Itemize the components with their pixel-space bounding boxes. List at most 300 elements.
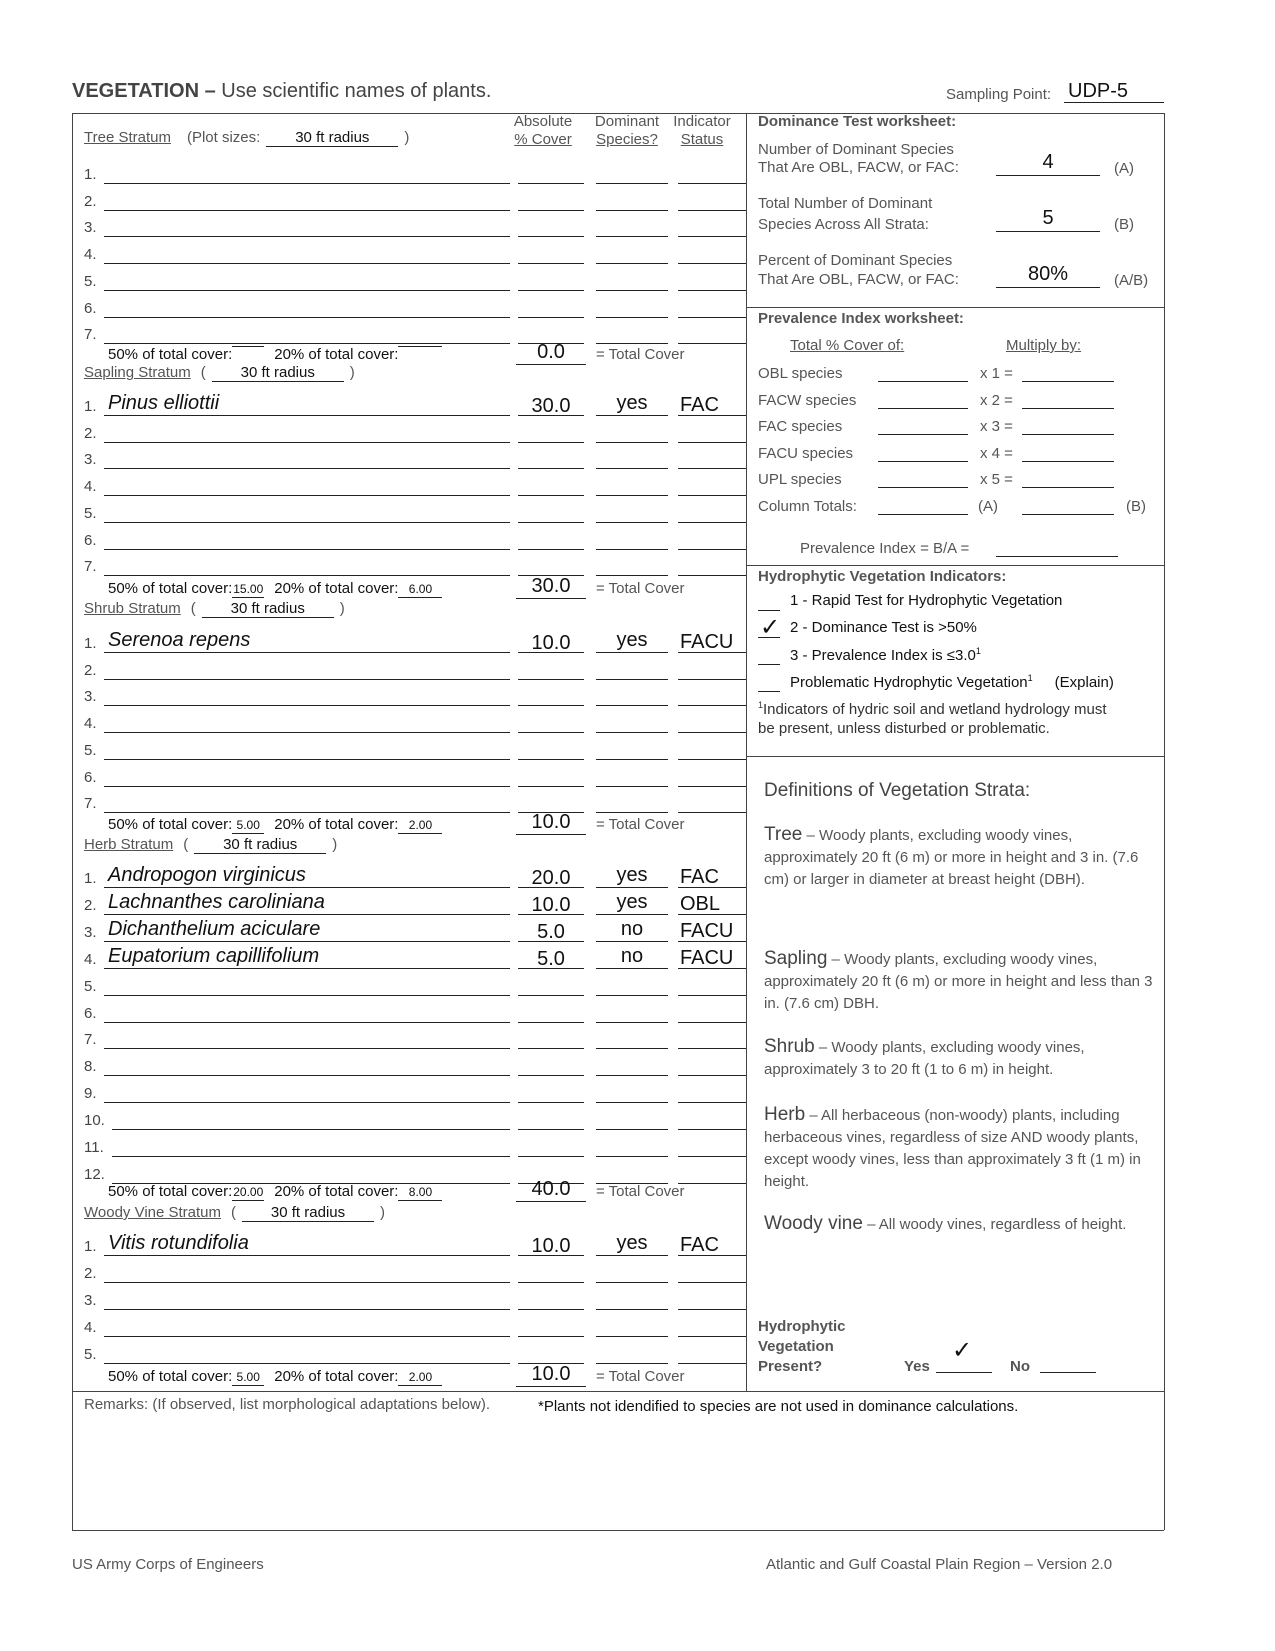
sapling-species-name: Pinus elliottii	[108, 392, 220, 414]
tree-cover-line[interactable]	[518, 317, 584, 318]
herb-species-name: Lachnanthes caroliniana	[108, 890, 325, 913]
definition-term: Woody vine	[764, 1213, 863, 1234]
shrub-indicator-line[interactable]	[678, 759, 746, 760]
herb-cover-line[interactable]	[518, 1129, 584, 1130]
prevalence-cover-line[interactable]	[878, 487, 968, 488]
tree-totals-line	[108, 346, 442, 363]
form-title	[72, 80, 491, 103]
tree-twenty-label: 20% of total cover:	[274, 346, 399, 363]
herb-cover-line[interactable]	[518, 1075, 584, 1076]
herb-row-number: 9.	[84, 1085, 97, 1103]
tree-row-number: 4.	[84, 246, 97, 264]
herb-indicator-line[interactable]	[678, 1156, 746, 1157]
tree-cover-line[interactable]	[518, 183, 584, 184]
sapling-cover-line[interactable]	[518, 468, 584, 469]
tree-species-line[interactable]	[104, 210, 510, 211]
shrub-cover-value: 10.0	[531, 632, 571, 654]
tree-cover-line[interactable]	[518, 236, 584, 237]
herb-species-line[interactable]	[104, 914, 510, 915]
herb-total-cover-value: 40.0	[531, 1178, 571, 1200]
herb-dominant-line[interactable]	[596, 941, 668, 942]
woody-vine-row-number: 3.	[84, 1291, 97, 1309]
tree-cover-line[interactable]	[518, 290, 584, 291]
tree-species-line[interactable]	[104, 183, 510, 184]
dominance-c-line	[996, 287, 1100, 288]
tree-stratum-name: Tree Stratum	[84, 129, 171, 146]
herb-stratum-name: Herb Stratum	[84, 836, 174, 853]
tree-species-line[interactable]	[104, 236, 510, 237]
dominance-b-tag: (B)	[1114, 216, 1134, 233]
herb-species-line[interactable]	[104, 941, 510, 942]
woody-vine-dominant-line[interactable]	[596, 1336, 668, 1337]
woody-vine-indicator-value: FAC	[680, 1234, 719, 1256]
sapling-cover-line[interactable]	[518, 549, 584, 550]
herb-species-line[interactable]	[104, 1022, 510, 1023]
shrub-row-number: 2.	[84, 661, 97, 679]
woody-vine-cover-line[interactable]	[518, 1336, 584, 1337]
herb-species-line[interactable]	[104, 995, 510, 996]
present-yes-label: Yes	[904, 1358, 930, 1375]
dominance-b-line	[996, 231, 1100, 232]
definition-term: Sapling	[764, 948, 828, 969]
prevalence-index-line	[996, 556, 1118, 557]
woody-vine-indicator-line[interactable]	[678, 1363, 746, 1364]
col-dom-2: Species?	[596, 131, 658, 148]
definition-item	[764, 1104, 1164, 1193]
frame-right	[1164, 113, 1165, 1530]
tree-cover-line[interactable]	[518, 210, 584, 211]
herb-species-line[interactable]	[112, 1129, 510, 1130]
definition-item	[764, 948, 1164, 1015]
tree-species-line[interactable]	[104, 343, 510, 344]
sapling-row-number: 6.	[84, 531, 97, 549]
herb-cover-line[interactable]	[518, 995, 584, 996]
prevalence-product-line[interactable]	[1022, 381, 1114, 382]
sapling-totals-line	[108, 580, 442, 598]
herb-cover-line[interactable]	[518, 1048, 584, 1049]
shrub-twenty-label: 20% of total cover:	[274, 816, 399, 833]
herb-indicator-line[interactable]	[678, 1075, 746, 1076]
herb-species-line[interactable]	[104, 1102, 510, 1103]
shrub-indicator-line[interactable]	[678, 786, 746, 787]
herb-dominant-line[interactable]	[596, 887, 668, 888]
herb-plot-size: 30 ft radius	[223, 836, 298, 853]
tree-plot-size-field[interactable]	[266, 129, 398, 147]
sapling-indicator-line[interactable]	[678, 495, 746, 496]
tree-dominant-line[interactable]	[596, 290, 668, 291]
tree-row-number: 2.	[84, 192, 97, 210]
woody-vine-indicator-line[interactable]	[678, 1336, 746, 1337]
herb-indicator-line[interactable]	[678, 1102, 746, 1103]
sapling-dominant-line[interactable]	[596, 495, 668, 496]
definition-item	[764, 824, 1164, 891]
tree-row-number: 6.	[84, 299, 97, 317]
woody-vine-dominant-line[interactable]	[596, 1282, 668, 1283]
tree-cover-line[interactable]	[518, 263, 584, 264]
woody-vine-stratum-header	[84, 1204, 385, 1222]
shrub-plot-size: 30 ft radius	[230, 600, 305, 617]
shrub-cover-line[interactable]	[518, 679, 584, 680]
shrub-fifty-label: 50% of total cover:	[108, 816, 233, 833]
footer-right: Atlantic and Gulf Coastal Plain Region – Version 2.0	[766, 1556, 1113, 1573]
woody-vine-row-number: 5.	[84, 1345, 97, 1363]
herb-species-line[interactable]	[112, 1156, 510, 1157]
shrub-species-line[interactable]	[104, 786, 510, 787]
herb-cover-value: 5.0	[537, 920, 565, 943]
herb-twenty-field[interactable]	[398, 1183, 442, 1201]
herb-row-number: 7.	[84, 1031, 97, 1049]
herb-dominant-line[interactable]	[596, 1075, 668, 1076]
herb-cover-value: 5.0	[537, 947, 565, 970]
sapling-cover-line[interactable]	[518, 442, 584, 443]
woody-vine-species-line[interactable]	[104, 1282, 510, 1283]
sapling-fifty-field[interactable]	[232, 580, 264, 598]
shrub-dominant-line[interactable]	[596, 759, 668, 760]
shrub-row-number: 5.	[84, 741, 97, 759]
woody-vine-fifty-value: 5.00	[236, 1370, 260, 1384]
shrub-species-line[interactable]	[104, 705, 510, 706]
sapling-fifty-value: 15.00	[233, 582, 264, 596]
herb-dominant-line[interactable]	[596, 1129, 668, 1130]
prevalence-cover-line[interactable]	[878, 381, 968, 382]
present-label-1: Hydrophytic	[758, 1318, 846, 1335]
herb-cover-line[interactable]	[518, 1102, 584, 1103]
tree-total-cover-line[interactable]	[516, 364, 586, 365]
sapling-cover-value: 30.0	[531, 395, 571, 417]
herb-row-number: 8.	[84, 1058, 97, 1076]
indicator-checkbox-line[interactable]	[758, 610, 780, 611]
sapling-indicator-line[interactable]	[678, 442, 746, 443]
dominance-a-line1: Number of Dominant Species	[758, 141, 954, 158]
indicator-label: 3 - Prevalence Index is ≤3.0	[790, 647, 976, 664]
shrub-plot-close-paren: )	[339, 600, 345, 617]
woody-vine-cover-line[interactable]	[518, 1282, 584, 1283]
tree-indicator-line[interactable]	[678, 317, 746, 318]
sapling-species-line[interactable]	[104, 468, 510, 469]
form-title-bold: VEGETATION –	[72, 80, 216, 102]
woody-vine-species-line[interactable]	[104, 1255, 510, 1256]
sapling-species-line[interactable]	[104, 522, 510, 523]
herb-indicator-line[interactable]	[678, 995, 746, 996]
col-dom-1: Dominant	[594, 113, 660, 130]
sampling-point-value: UDP-5	[1068, 80, 1129, 102]
indicator-checkbox-line[interactable]	[758, 691, 780, 692]
indicator-checkmark-icon[interactable]: ✓	[760, 614, 781, 641]
prevalence-multiplier: x 4 =	[980, 444, 1013, 462]
woody-vine-total-cover-label: = Total Cover	[596, 1368, 685, 1385]
shrub-dominant-value: yes	[616, 629, 648, 651]
sapling-cover-line[interactable]	[518, 495, 584, 496]
herb-species-line[interactable]	[104, 887, 510, 888]
tree-indicator-line[interactable]	[678, 183, 746, 184]
shrub-species-line[interactable]	[104, 732, 510, 733]
herb-dominant-line[interactable]	[596, 914, 668, 915]
herb-species-line[interactable]	[104, 968, 510, 969]
shrub-cover-line[interactable]	[518, 759, 584, 760]
shrub-twenty-value: 2.00	[408, 818, 433, 832]
prevalence-product-line[interactable]	[1022, 408, 1114, 409]
sapling-dominant-line[interactable]	[596, 575, 668, 576]
prevalence-cover-line[interactable]	[878, 434, 968, 435]
prevalence-product-line[interactable]	[1022, 487, 1114, 488]
woody-vine-row-number: 4.	[84, 1318, 97, 1336]
woody-vine-total-cover-line[interactable]	[516, 1386, 586, 1387]
herb-twenty-value: 8.00	[408, 1185, 433, 1199]
herb-total-cover-line[interactable]	[516, 1201, 586, 1202]
herb-fifty-field[interactable]	[232, 1183, 264, 1201]
prevalence-tag-b: (B)	[1126, 498, 1146, 515]
sampling-point-label: Sampling Point:	[946, 86, 1052, 103]
tree-indicator-line[interactable]	[678, 343, 746, 344]
tree-row-number: 3.	[84, 219, 97, 237]
remarks-divider	[72, 1391, 1164, 1392]
woody-vine-dominant-line[interactable]	[596, 1309, 668, 1310]
herb-row-number: 5.	[84, 977, 97, 995]
herb-dominant-line[interactable]	[596, 1156, 668, 1157]
herb-dominant-value: no	[620, 944, 644, 967]
sapling-twenty-label: 20% of total cover:	[274, 580, 399, 597]
tree-dominant-line[interactable]	[596, 263, 668, 264]
herb-species-line[interactable]	[104, 1075, 510, 1076]
herb-dominant-line[interactable]	[596, 1102, 668, 1103]
frame-left	[72, 113, 73, 1530]
woody-vine-stratum-name: Woody Vine Stratum	[84, 1204, 222, 1221]
sapling-indicator-line[interactable]	[678, 468, 746, 469]
tree-indicator-line[interactable]	[678, 290, 746, 291]
woody-vine-dominant-line[interactable]	[596, 1255, 668, 1256]
tree-fifty-field[interactable]	[232, 346, 264, 347]
tree-dominant-line[interactable]	[596, 183, 668, 184]
herb-indicator-line[interactable]	[678, 1048, 746, 1049]
tree-dominant-line[interactable]	[596, 210, 668, 211]
herb-indicator-value: FAC	[680, 866, 719, 888]
plot-sizes-label: (Plot sizes:	[186, 129, 261, 146]
tree-row-number: 5.	[84, 272, 97, 290]
prevalence-product-line[interactable]	[1022, 434, 1114, 435]
tree-row-number: 7.	[84, 326, 97, 344]
sapling-total-cover-line[interactable]	[516, 598, 586, 599]
shrub-row-number: 4.	[84, 715, 97, 733]
woody-vine-fifty-field[interactable]	[232, 1368, 264, 1386]
woody-vine-dominant-line[interactable]	[596, 1363, 668, 1364]
tree-plot-size: 30 ft radius	[295, 129, 370, 146]
sapling-indicator-line[interactable]	[678, 549, 746, 550]
shrub-fifty-field[interactable]	[232, 816, 264, 834]
indicators-footnote-1	[758, 700, 1107, 718]
col-abs-2: % Cover	[514, 131, 572, 148]
tree-total-cover-value: 0.0	[537, 341, 565, 363]
sapling-plot-close-paren: )	[349, 364, 355, 381]
indicator-label: 2 - Dominance Test is >50%	[790, 619, 977, 636]
sapling-twenty-field[interactable]	[398, 580, 442, 598]
remarks-label: Remarks: (If observed, list morphological adaptations below).	[84, 1396, 491, 1413]
sapling-dominant-value: yes	[616, 392, 648, 414]
woody-vine-plot-size-field[interactable]	[242, 1204, 374, 1222]
dominance-c-line1: Percent of Dominant Species	[758, 252, 953, 269]
herb-cover-line[interactable]	[518, 1156, 584, 1157]
shrub-fifty-value: 5.00	[236, 818, 260, 832]
prevalence-species-label: OBL species	[758, 365, 843, 382]
woody-vine-indicator-line[interactable]	[678, 1282, 746, 1283]
sapling-indicator-line[interactable]	[678, 575, 746, 576]
herb-species-name: Eupatorium capillifolium	[108, 944, 320, 967]
shrub-species-line[interactable]	[104, 679, 510, 680]
herb-row-number: 1.	[84, 870, 97, 887]
sapling-species-line[interactable]	[104, 549, 510, 550]
definition-text: – Woody plants, excluding woody vines, approximately 20 ft (6 m) or more in height and 3 in. (7.6 cm) or larger in diameter at breast height (DBH).	[764, 827, 1139, 888]
herb-cover-value: 10.0	[531, 893, 571, 916]
sapling-row-number: 5.	[84, 504, 97, 522]
herb-cover-line[interactable]	[518, 1022, 584, 1023]
herb-species-name: Andropogon virginicus	[108, 864, 306, 886]
sapling-dominant-line[interactable]	[596, 415, 668, 416]
indicator-checkbox-line[interactable]	[758, 664, 780, 665]
woody-vine-twenty-field[interactable]	[398, 1368, 442, 1386]
sapling-species-line[interactable]	[104, 495, 510, 496]
woody-vine-species-line[interactable]	[104, 1336, 510, 1337]
tree-dominant-line[interactable]	[596, 317, 668, 318]
tree-twenty-field[interactable]	[398, 346, 442, 347]
divider-dominance	[746, 307, 1164, 308]
woody-vine-totals-line	[108, 1368, 442, 1386]
herb-row-number: 4.	[84, 950, 97, 968]
prevalence-multiplier: x 5 =	[980, 471, 1013, 488]
tree-species-line[interactable]	[104, 263, 510, 264]
herb-plot-size-field[interactable]	[194, 836, 326, 854]
herb-dominant-line[interactable]	[596, 968, 668, 969]
woody-vine-cover-value: 10.0	[531, 1235, 571, 1257]
shrub-row-number: 1.	[84, 635, 97, 652]
sapling-total-cover-label: = Total Cover	[596, 580, 685, 597]
shrub-species-name: Serenoa repens	[108, 629, 251, 651]
tree-indicator-line[interactable]	[678, 236, 746, 237]
herb-dominant-line[interactable]	[596, 1022, 668, 1023]
herb-indicator-line[interactable]	[678, 1129, 746, 1130]
herb-indicator-line[interactable]	[678, 1183, 746, 1184]
sapling-species-line[interactable]	[104, 442, 510, 443]
indicator-footnote-sup: 1	[975, 646, 981, 656]
shrub-indicator-line[interactable]	[678, 812, 746, 813]
sapling-species-line[interactable]	[104, 415, 510, 416]
herb-indicator-line[interactable]	[678, 1022, 746, 1023]
definition-text: – All woody vines, regardless of height.	[862, 1216, 1127, 1233]
sapling-twenty-value: 6.00	[408, 582, 433, 596]
herb-indicator-value: OBL	[680, 892, 721, 915]
dominance-a-value: 4	[1042, 151, 1054, 173]
herb-row-number: 11.	[84, 1139, 104, 1156]
herb-stratum-header	[84, 836, 337, 854]
tree-indicator-line[interactable]	[678, 263, 746, 264]
indicator-label: Problematic Hydrophytic Vegetation	[790, 674, 1028, 691]
shrub-indicator-line[interactable]	[678, 732, 746, 733]
herb-row-number: 2.	[84, 896, 97, 914]
shrub-cover-line[interactable]	[518, 705, 584, 706]
prevalence-multiplier: x 1 =	[980, 365, 1013, 382]
woody-vine-species-line[interactable]	[104, 1309, 510, 1310]
shrub-species-line[interactable]	[104, 812, 510, 813]
shrub-dominant-line[interactable]	[596, 732, 668, 733]
woody-vine-cover-line[interactable]	[518, 1309, 584, 1310]
shrub-cover-line[interactable]	[518, 786, 584, 787]
sapling-cover-line[interactable]	[518, 522, 584, 523]
definition-item	[764, 1036, 1164, 1081]
woody-vine-row-number: 2.	[84, 1264, 97, 1282]
present-yes-checkmark-icon[interactable]: ✓	[952, 1337, 973, 1364]
herb-row-number: 12.	[84, 1165, 105, 1183]
tree-species-line[interactable]	[104, 290, 510, 291]
tree-dominant-line[interactable]	[596, 236, 668, 237]
sapling-row-number: 3.	[84, 451, 97, 469]
herb-indicator-value: FACU	[680, 946, 734, 969]
shrub-dominant-line[interactable]	[596, 705, 668, 706]
herb-twenty-label: 20% of total cover:	[274, 1183, 399, 1200]
sapling-dominant-line[interactable]	[596, 442, 668, 443]
shrub-twenty-field[interactable]	[398, 816, 442, 834]
prevalence-species-label: FACW species	[758, 391, 857, 409]
shrub-plot-size-field[interactable]	[202, 600, 334, 618]
sapling-dominant-line[interactable]	[596, 522, 668, 523]
definitions-title: Definitions of Vegetation Strata:	[764, 780, 1031, 801]
prevalence-title: Prevalence Index worksheet:	[758, 310, 964, 327]
prevalence-species-label: FACU species	[758, 444, 854, 462]
sapling-dominant-line[interactable]	[596, 549, 668, 550]
col-abs-1: Absolute	[513, 113, 573, 130]
tree-species-line[interactable]	[104, 317, 510, 318]
tree-dominant-line[interactable]	[596, 343, 668, 344]
definition-text: – Woody plants, excluding woody vines, approximately 3 to 20 ft (1 to 6 m) in height.	[764, 1039, 1085, 1078]
prevalence-cover-line[interactable]	[878, 408, 968, 409]
definition-text: – All herbaceous (non-woody) plants, including herbaceous vines, regardless of size AND woody plants, except woody vines, less than approximately 3 ft (1 m) in height.	[764, 1107, 1141, 1190]
woody-vine-fifty-label: 50% of total cover:	[108, 1368, 233, 1385]
shrub-dominant-line[interactable]	[596, 679, 668, 680]
present-no-line[interactable]	[1040, 1372, 1096, 1373]
woody-vine-species-line[interactable]	[104, 1363, 510, 1364]
herb-indicator-value: FACU	[680, 919, 734, 942]
shrub-indicator-line[interactable]	[678, 705, 746, 706]
shrub-dominant-line[interactable]	[596, 652, 668, 653]
form-title-rest: Use scientific names of plants.	[221, 80, 492, 102]
prevalence-totals-label: Column Totals:	[758, 498, 857, 515]
prevalence-tag-a: (A)	[978, 498, 998, 515]
shrub-species-line[interactable]	[104, 759, 510, 760]
dominance-a-tag: (A)	[1114, 160, 1134, 177]
herb-species-line[interactable]	[104, 1048, 510, 1049]
shrub-cover-line[interactable]	[518, 732, 584, 733]
woody-vine-plot-open-paren: (	[231, 1204, 237, 1221]
sapling-indicator-line[interactable]	[678, 522, 746, 523]
prevalence-cover-line[interactable]	[878, 461, 968, 462]
shrub-total-cover-line[interactable]	[516, 834, 586, 835]
tree-stratum-header	[84, 129, 409, 147]
indicator-explain: (Explain)	[1054, 674, 1114, 691]
shrub-indicator-line[interactable]	[678, 679, 746, 680]
tree-indicator-line[interactable]	[678, 210, 746, 211]
sapling-species-line[interactable]	[104, 575, 510, 576]
woody-vine-species-name: Vitis rotundifolia	[108, 1232, 249, 1254]
shrub-species-line[interactable]	[104, 652, 510, 653]
sapling-plot-size-field[interactable]	[212, 364, 344, 382]
sapling-dominant-line[interactable]	[596, 468, 668, 469]
prevalence-product-line[interactable]	[1022, 461, 1114, 462]
herb-dominant-line[interactable]	[596, 1048, 668, 1049]
woody-vine-indicator-line[interactable]	[678, 1309, 746, 1310]
herb-dominant-line[interactable]	[596, 995, 668, 996]
present-no-label: No	[1010, 1358, 1030, 1375]
shrub-dominant-line[interactable]	[596, 786, 668, 787]
definition-text: – Woody plants, excluding woody vines, approximately 20 ft (6 m) or more in height and less than 3 in. (7.6 cm) DBH.	[764, 951, 1153, 1012]
remarks-note: *Plants not idendified to species are not used in dominance calculations.	[538, 1398, 1019, 1415]
shrub-dominant-line[interactable]	[596, 812, 668, 813]
